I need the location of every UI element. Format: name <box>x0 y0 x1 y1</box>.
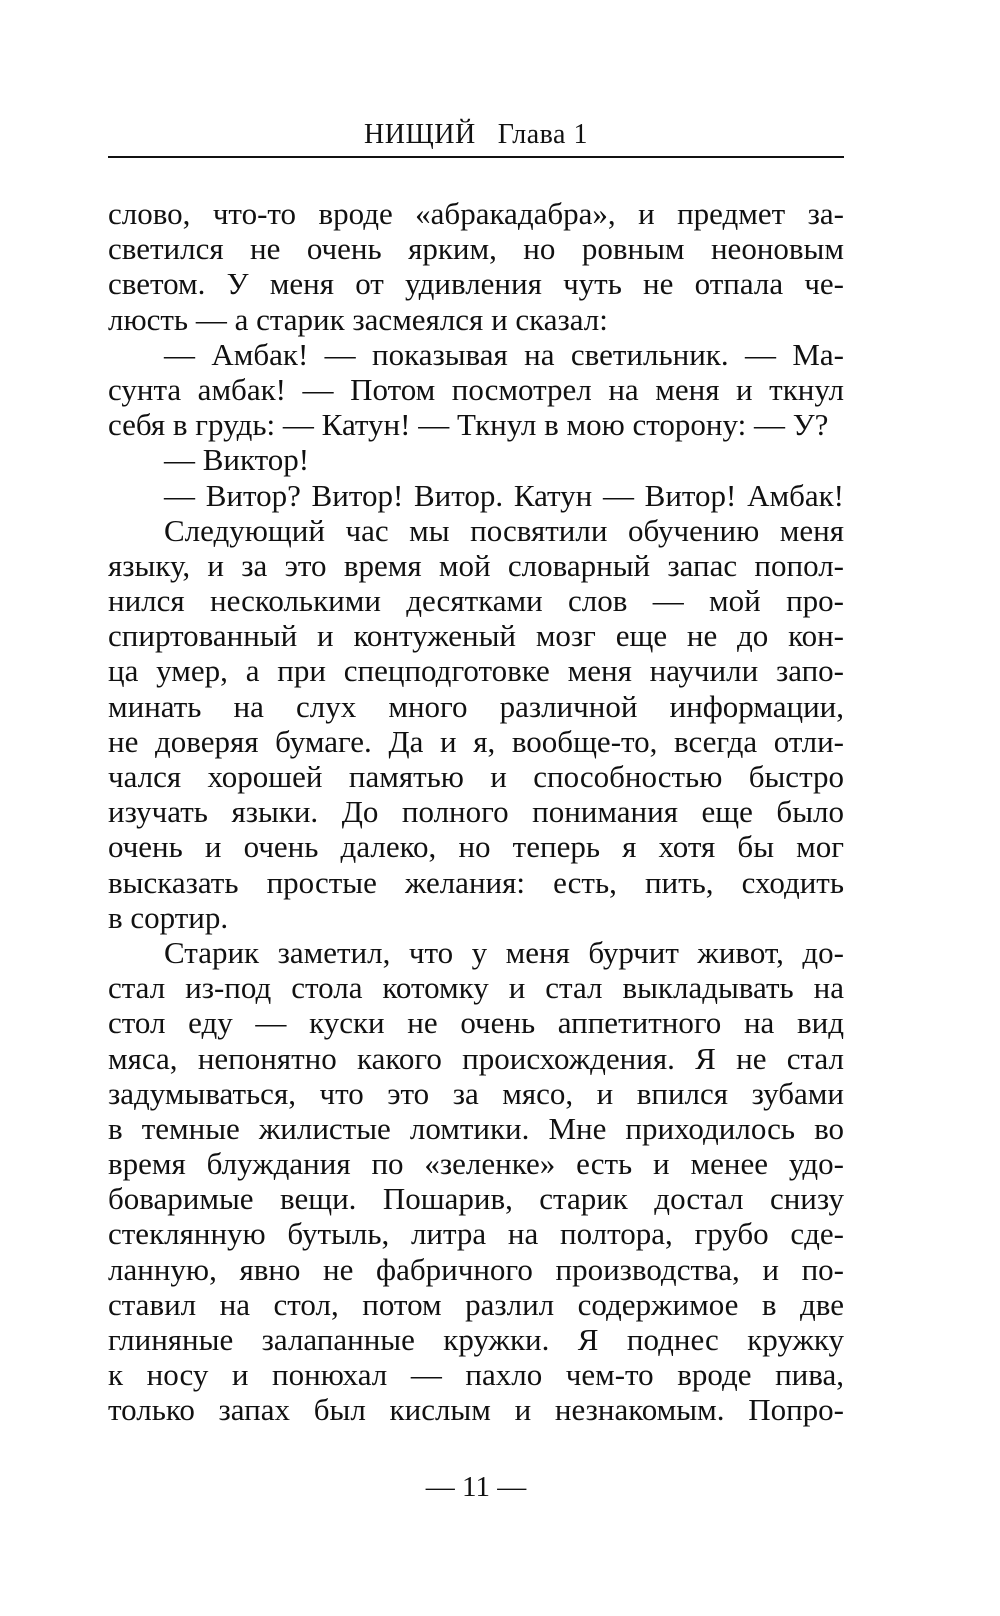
text-line: светился не очень ярким, но ровным неоновым <box>108 231 844 267</box>
text-line: люсть — а старик засмеялся и сказал: <box>108 301 608 337</box>
body-text <box>108 196 844 1428</box>
text-line: в темные жилистые ломтики. Мне приходилось во <box>108 1110 844 1146</box>
text-line: стол еду — куски не очень аппетитного на вид <box>108 1005 844 1041</box>
text-line: к носу и понюхал — пахло чем-то вроде пива, <box>108 1357 844 1393</box>
text-line: ставил на стол, потом разлил содержимое в две <box>108 1286 844 1322</box>
text-line: высказать простые желания: есть, пить, сходить <box>108 864 844 900</box>
text-line: глиняные залапанные кружки. Я поднес кружку <box>108 1322 844 1357</box>
text-line: минать на слух много различной информации, <box>108 688 844 724</box>
text-line: в сортир. <box>108 899 229 935</box>
text-line: слово, что-то вроде «абракадабра», и предмет за- <box>108 196 844 231</box>
text-line: чался хорошей памятью и способностью быстро <box>108 759 844 794</box>
text-line: языку, и за это время мой словарный запас попол- <box>108 547 844 583</box>
text-line: Старик заметил, что у меня бурчит живот, до- <box>164 934 844 970</box>
text-line: нился несколькими десятками слов — мой про- <box>108 583 844 619</box>
page-number: — 11 — <box>425 1471 527 1503</box>
text-line: себя в грудь: — Катун! — Ткнул в мою сторону: — У? <box>108 407 829 443</box>
text-line: сунта амбак! — Потом посмотрел на меня и ткнул <box>108 371 844 407</box>
text-line: — Витор? Витор! Витор. Катун — Витор! Амбак! <box>164 477 844 513</box>
running-head <box>108 118 844 152</box>
text-line: задумываться, что это за мясо, и впился зубами <box>108 1075 844 1111</box>
chapter-label: Глава 1 <box>497 119 588 150</box>
text-line: боваримые вещи. Пошарив, старик достал снизу <box>108 1181 844 1217</box>
text-line: Следующий час мы посвятили обучению меня <box>164 512 844 548</box>
header-rule <box>108 156 844 158</box>
text-line: стал из-под стола котомку и стал выкладывать на <box>108 970 844 1006</box>
text-line: время блуждания по «зеленке» есть и менее удо- <box>108 1146 844 1182</box>
text-line: светом. У меня от удивления чуть не отпала че- <box>108 266 844 302</box>
text-line: не доверяя бумаге. Да и я, вообще-то, всегда отли- <box>108 723 844 759</box>
text-line: ланную, явно не фабричного производства, и по- <box>108 1251 844 1287</box>
book-title: НИЩИЙ <box>364 119 476 150</box>
text-line: — Виктор! <box>164 442 310 478</box>
text-line: мяса, непонятно какого происхождения. Я не стал <box>108 1040 844 1076</box>
text-line: — Амбак! — показывая на светильник. — Ма- <box>164 336 844 372</box>
text-line: ца умер, а при спецподготовке меня научили запо- <box>108 653 844 689</box>
text-line: спиртованный и контуженый мозг еще не до кон- <box>108 618 844 654</box>
text-line: стеклянную бутыль, литра на полтора, грубо сде- <box>108 1216 844 1252</box>
text-line: очень и очень далеко, но теперь я хотя бы мог <box>108 829 844 865</box>
text-line: только запах был кислым и незнакомым. Попро- <box>108 1392 844 1428</box>
text-line: изучать языки. До полного понимания еще было <box>108 794 844 830</box>
